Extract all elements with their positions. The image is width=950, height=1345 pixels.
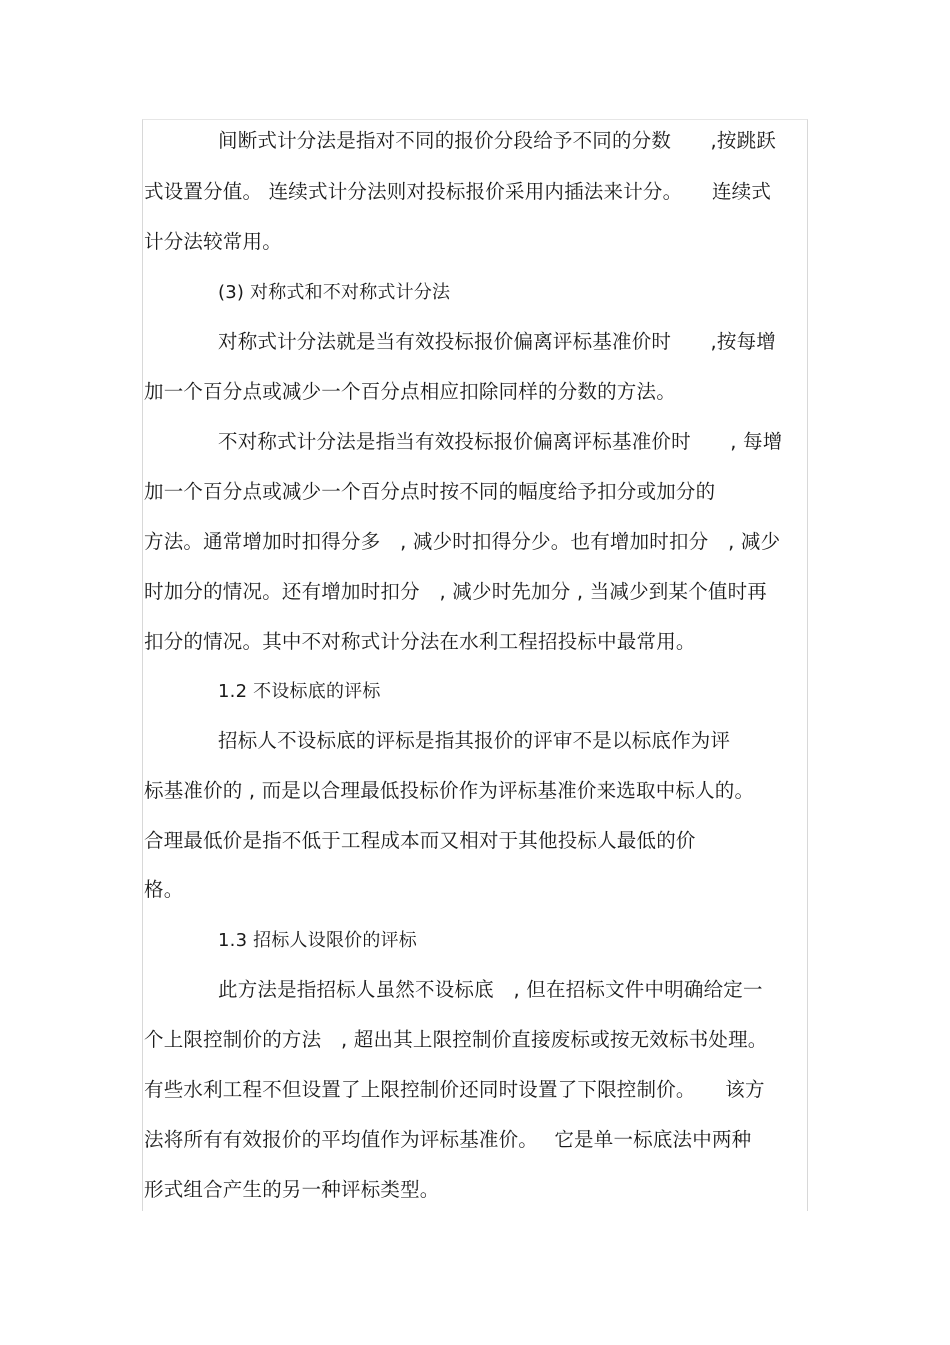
paragraph-line: 式设置分值。 连续式计分法则对投标报价采用内插法来计分。 连续式 [144,180,772,203]
paragraph-line: 时加分的情况。还有增加时扣分 , 减少时先加分 , 当减少到某个值时再 [144,580,767,603]
paragraph-line: 扣分的情况。其中不对称式计分法在水利工程招投标中最常用。 [144,630,696,653]
paragraph-line: 加一个百分点或减少一个百分点相应扣除同样的分数的方法。 [144,380,676,403]
paragraph-line: 法将所有有效报价的平均值作为评标基准价。 它是单一标底法中两种 [144,1128,752,1151]
paragraph-line: 加一个百分点或减少一个百分点时按不同的幅度给予扣分或加分的 [144,480,716,503]
paragraph-line: 不对称式计分法是指当有效投标报价偏离评标基准价时 , 每增 [218,430,783,453]
paragraph-line: 间断式计分法是指对不同的报价分段给予不同的分数 ,按跳跃 [218,129,776,152]
paragraph-line: 此方法是指招标人虽然不设标底 , 但在招标文件中明确给定一 [218,978,763,1001]
paragraph-line: 计分法较常用。 [144,230,282,253]
paragraph-line: 合理最低价是指不低于工程成本而又相对于其他投标人最低的价 [144,829,696,852]
paragraph-line: 方法。通常增加时扣得分多 , 减少时扣得分少。也有增加时扣分 , 减少 [144,530,781,553]
section-heading: 1.3 招标人设限价的评标 [218,930,417,951]
paragraph-line: 招标人不设标底的评标是指其报价的评审不是以标底作为评 [218,729,731,752]
section-heading: (3) 对称式和不对称式计分法 [218,282,451,303]
paragraph-line: 格。 [144,878,184,901]
paragraph-line: 有些水利工程不但设置了上限控制价还同时设置了下限控制价。 该方 [144,1078,765,1101]
paragraph-line: 形式组合产生的另一种评标类型。 [144,1178,440,1201]
paragraph-line: 标基准价的 , 而是以合理最低投标价作为评标基准价来选取中标人的。 [144,779,755,802]
paragraph-line: 对称式计分法就是当有效投标报价偏离评标基准价时 ,按每增 [218,330,776,353]
paragraph-line: 个上限控制价的方法 , 超出其上限控制价直接废标或按无效标书处理。 [144,1028,768,1051]
section-heading: 1.2 不设标底的评标 [218,681,381,702]
